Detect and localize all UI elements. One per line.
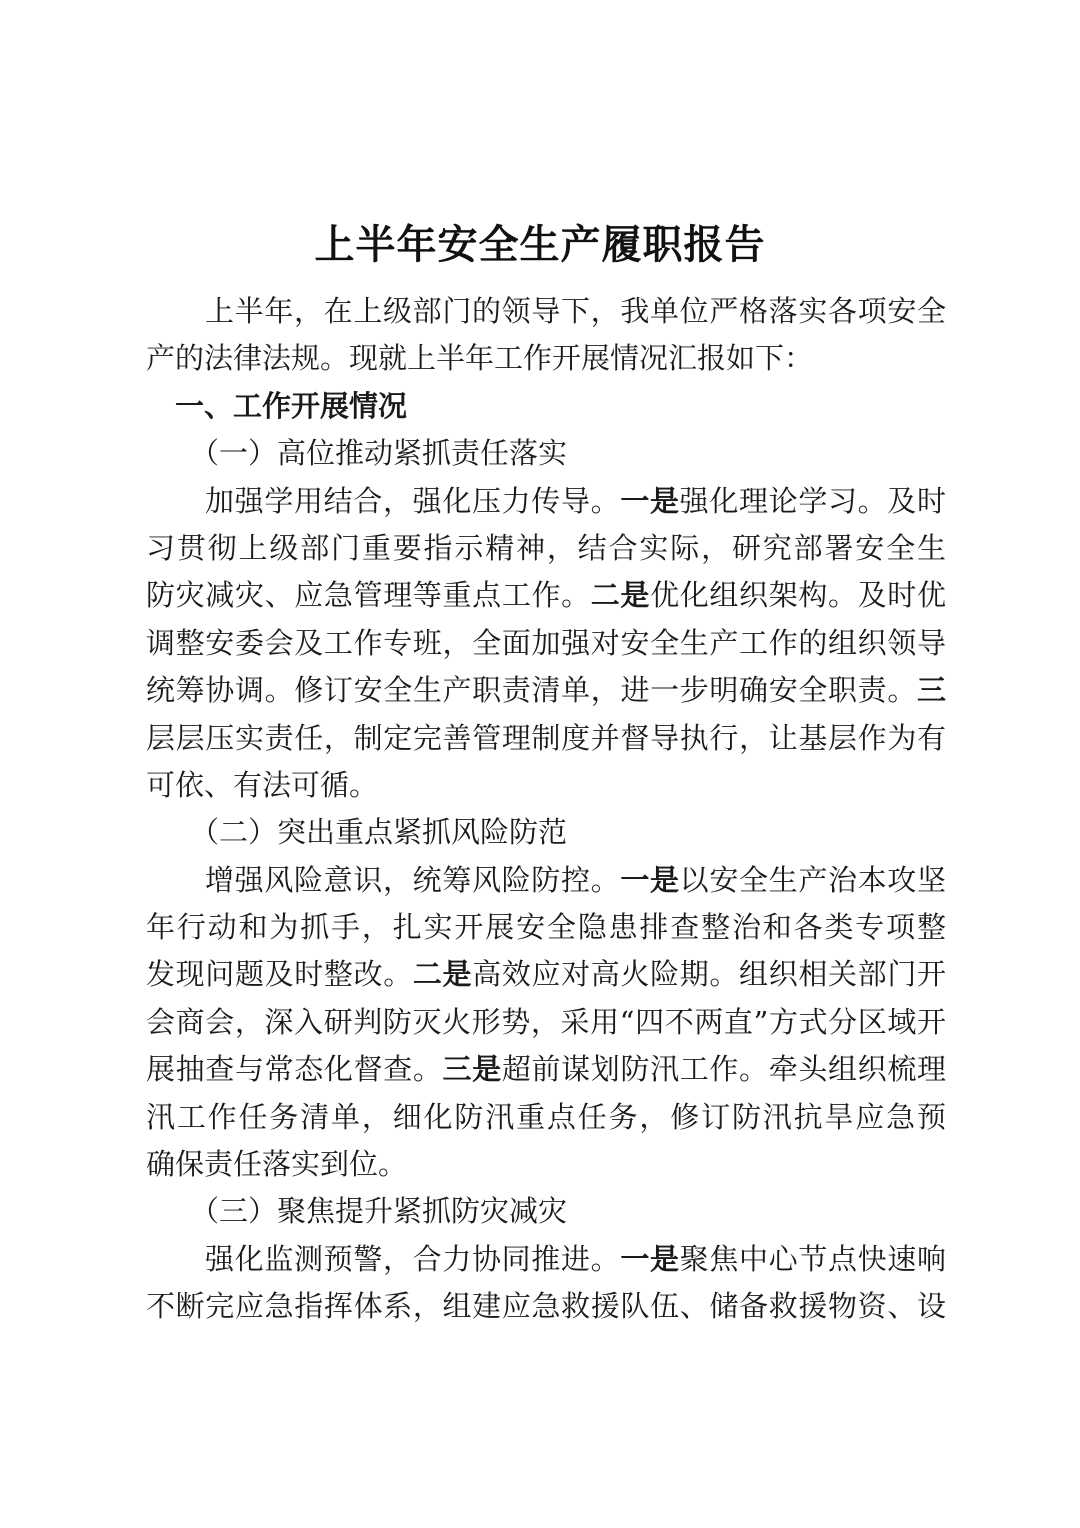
text-segment: （三）聚焦提升紧抓防灾减灾 bbox=[190, 1194, 568, 1229]
paragraph-line bbox=[146, 1236, 946, 1283]
emphasis-text: 一是 bbox=[620, 483, 680, 518]
text-segment: 展抽查与常态化督查。 bbox=[146, 1052, 443, 1087]
text-segment: 以安全生产治本攻坚 bbox=[679, 862, 946, 897]
paragraph-line bbox=[146, 572, 946, 619]
text-segment: 确保责任落实到位。 bbox=[146, 1147, 408, 1182]
text-segment: 强化监测预警，合力协同推进。 bbox=[205, 1241, 621, 1276]
paragraph-line bbox=[146, 288, 946, 335]
text-segment: 加强学用结合，强化压力传导。 bbox=[205, 483, 621, 518]
text-segment: 调整安委会及工作专班，全面加强对安全生产工作的组织领导 bbox=[146, 625, 946, 660]
text-segment: 增强风险意识，统筹风险防控。 bbox=[205, 862, 621, 897]
text-segment: （一）高位推动紧抓责任落实 bbox=[190, 436, 568, 471]
emphasis-text: 三 bbox=[916, 673, 946, 708]
emphasis-text: 三是 bbox=[442, 1052, 502, 1087]
paragraph-line bbox=[146, 951, 946, 998]
document-body bbox=[146, 288, 946, 1331]
text-segment: 会商会，深入研判防灭火形势，采用“四不两直”方式分区域开 bbox=[146, 1004, 946, 1039]
paragraph-line bbox=[146, 857, 946, 904]
paragraph-line bbox=[146, 667, 946, 714]
document-title: 上半年安全生产履职报告 bbox=[314, 220, 766, 268]
text-segment: 习贯彻上级部门重要指示精神，结合实际，研究部署安全生 bbox=[146, 530, 946, 565]
paragraph-line bbox=[146, 999, 946, 1046]
text-segment: 不断完应急指挥体系，组建应急救援队伍、储备救援物资、设 bbox=[146, 1289, 946, 1324]
section-heading bbox=[146, 383, 946, 430]
text-segment: 超前谋划防汛工作。牵头组织梳理 bbox=[501, 1052, 946, 1087]
paragraph-line bbox=[146, 904, 946, 951]
paragraph-line bbox=[146, 1094, 946, 1141]
paragraph-line bbox=[146, 478, 946, 525]
paragraph-line bbox=[146, 1141, 946, 1188]
paragraph-line bbox=[146, 762, 946, 809]
text-segment: 聚焦中心节点快速响 bbox=[679, 1241, 946, 1276]
text-segment: （二）突出重点紧抓风险防范 bbox=[190, 815, 568, 850]
subsection-heading bbox=[146, 430, 946, 477]
text-segment: 可依、有法可循。 bbox=[146, 767, 379, 802]
text-segment: 发现问题及时整改。 bbox=[146, 957, 413, 992]
paragraph-line bbox=[146, 620, 946, 667]
text-segment: 上半年，在上级部门的领导下，我单位严格落实各项安全 bbox=[205, 294, 946, 328]
text-segment: 强化理论学习。及时 bbox=[679, 483, 946, 518]
emphasis-text: 二是 bbox=[412, 957, 473, 992]
text-segment: 汛工作任务清单，细化防汛重点任务，修订防汛抗旱应急预 bbox=[146, 1099, 946, 1134]
text-segment: 层层压实责任，制定完善管理制度并督导执行，让基层作为有 bbox=[146, 720, 946, 755]
emphasis-text: 一是 bbox=[620, 1241, 680, 1276]
emphasis-text: 二是 bbox=[590, 578, 651, 613]
paragraph-line bbox=[146, 1046, 946, 1093]
paragraph-line bbox=[146, 525, 946, 572]
text-segment: 年行动和为抓手，扎实开展安全隐患排查整治和各类专项整 bbox=[146, 910, 946, 945]
paragraph-line bbox=[146, 335, 946, 382]
subsection-heading bbox=[146, 1188, 946, 1235]
emphasis-text: 一是 bbox=[620, 862, 680, 897]
paragraph-line bbox=[146, 715, 946, 762]
text-segment: 统筹协调。修订安全生产职责清单，进一步明确安全职责。 bbox=[146, 673, 917, 708]
subsection-heading bbox=[146, 809, 946, 856]
text-segment: 高效应对高火险期。组织相关部门开 bbox=[472, 957, 946, 992]
text-segment: 优化组织架构。及时优 bbox=[650, 578, 946, 613]
text-segment: 一、工作开展情况 bbox=[175, 388, 408, 423]
paragraph-line bbox=[146, 1283, 946, 1330]
text-segment: 产的法律法规。现就上半年工作开展情况汇报如下： bbox=[146, 341, 814, 376]
text-segment: 防灾减灾、应急管理等重点工作。 bbox=[146, 578, 591, 613]
